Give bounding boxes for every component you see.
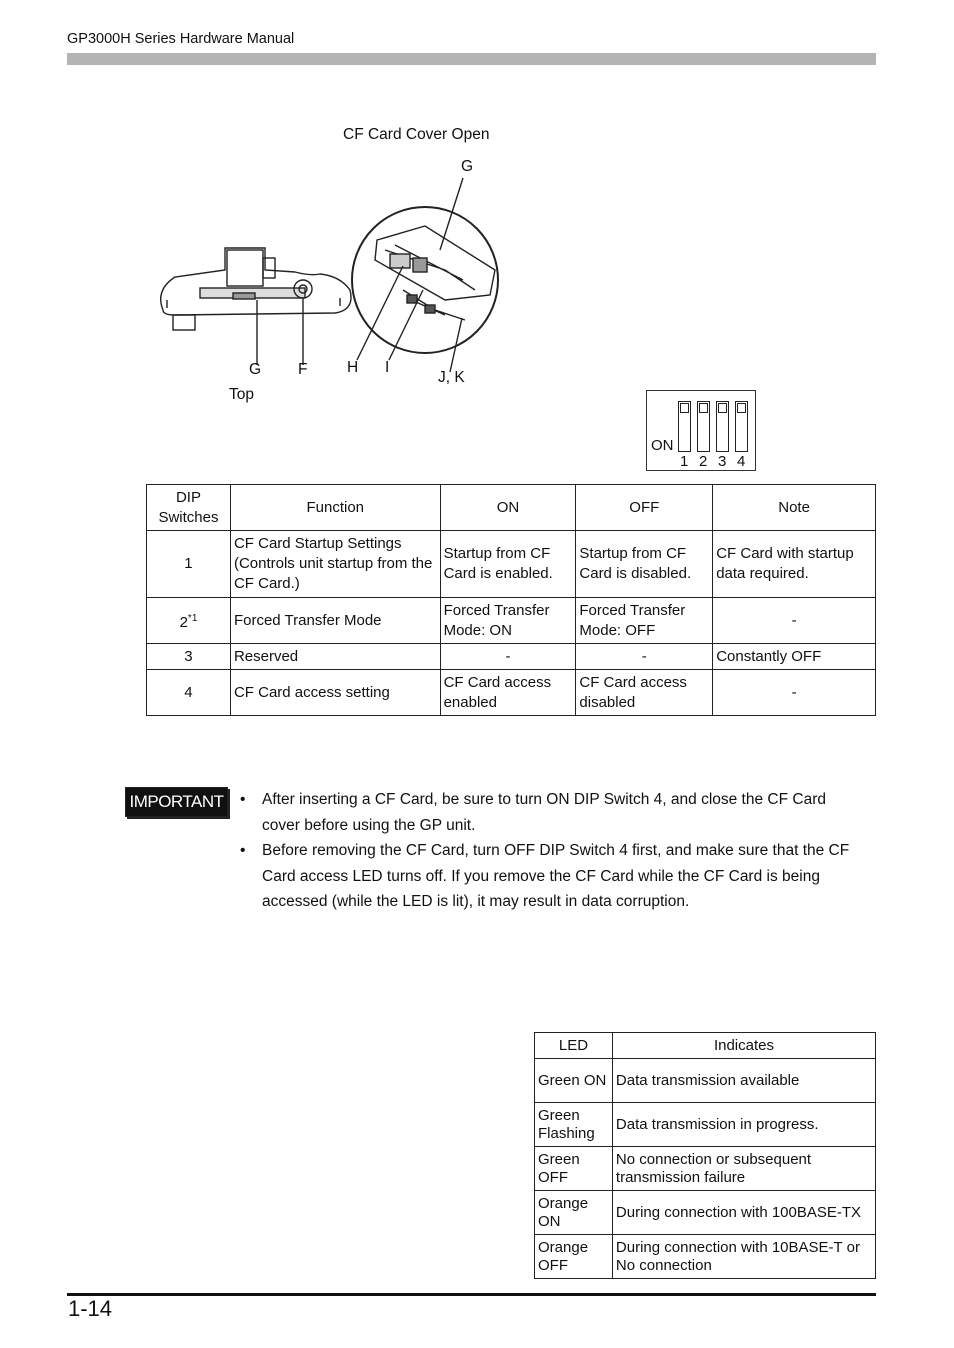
- table-row: [147, 670, 876, 716]
- switch-cell: 3: [147, 644, 231, 670]
- column-header: Function: [230, 485, 440, 531]
- led-cell: Green OFF: [535, 1147, 613, 1191]
- column-header: ON: [440, 485, 576, 531]
- off-cell: -: [576, 644, 713, 670]
- callout-g-top: G: [461, 158, 474, 175]
- indicates-cell: Data transmission available: [612, 1059, 875, 1103]
- note-cell: -: [713, 670, 876, 716]
- indicates-cell: Data transmission in progress.: [612, 1103, 875, 1147]
- callout-i: I: [385, 359, 390, 376]
- column-header: LED: [535, 1033, 613, 1059]
- on-cell: CF Card access enabled: [440, 670, 576, 716]
- led-cell: Orange ON: [535, 1191, 613, 1235]
- dip-number: 2: [699, 453, 708, 470]
- indicates-cell: No connection or subsequent transmission failure: [612, 1147, 875, 1191]
- bullet: •: [240, 842, 246, 859]
- off-cell: Startup from CF Card is disabled.: [576, 531, 713, 598]
- callout-jk: J, K: [438, 369, 465, 386]
- footnote-mark: *1: [187, 612, 198, 624]
- list-item: [240, 838, 860, 915]
- footer-rule: [67, 1293, 876, 1296]
- column-header: OFF: [576, 485, 713, 531]
- column-header: DIP Switches: [147, 485, 231, 531]
- led-indicator-table: [534, 1032, 876, 1279]
- table-row: [147, 644, 876, 670]
- table-row: [535, 1191, 876, 1235]
- off-cell: CF Card access disabled: [576, 670, 713, 716]
- table-row: [535, 1059, 876, 1103]
- dip-switch-3: [716, 401, 729, 452]
- switch-number: 2: [179, 613, 188, 631]
- function-cell: CF Card Startup Settings (Controls unit startup from the CF Card.): [230, 531, 440, 598]
- switch-cell: 1: [147, 531, 231, 598]
- bullet: •: [240, 791, 246, 808]
- led-cell: Green Flashing: [535, 1103, 613, 1147]
- off-cell: Forced Transfer Mode: OFF: [576, 598, 713, 644]
- figure-caption: CF Card Cover Open: [343, 126, 490, 143]
- indicates-cell: During connection with 100BASE-TX: [612, 1191, 875, 1235]
- indicates-cell: During connection with 10BASE-T or No connection: [612, 1235, 875, 1279]
- dip-switch-diagram: [646, 390, 756, 471]
- dip-on-label: ON: [651, 437, 674, 454]
- note-cell: -: [713, 598, 876, 644]
- led-cell: Green ON: [535, 1059, 613, 1103]
- dip-number: 4: [737, 453, 746, 470]
- dip-switch-1: [678, 401, 691, 452]
- column-header: Indicates: [612, 1033, 875, 1059]
- page-number: 1-14: [68, 1296, 113, 1321]
- table-row: [147, 598, 876, 644]
- dip-switch-4: [735, 401, 748, 452]
- dip-number: 3: [718, 453, 727, 470]
- on-cell: Startup from CF Card is enabled.: [440, 531, 576, 598]
- callout-g: G: [249, 361, 262, 378]
- important-notes: [240, 787, 860, 915]
- header-rule: [67, 53, 876, 65]
- note-text: After inserting a CF Card, be sure to turn ON DIP Switch 4, and close the CF Card cover before using the GP unit.: [262, 791, 826, 834]
- cf-card-cover-illustration: [145, 150, 525, 400]
- view-label-top: Top: [229, 386, 254, 403]
- table-row: [147, 531, 876, 598]
- table-row: [535, 1103, 876, 1147]
- on-cell: Forced Transfer Mode: ON: [440, 598, 576, 644]
- table-header-row: [147, 485, 876, 531]
- function-cell: CF Card access setting: [230, 670, 440, 716]
- led-cell: Orange OFF: [535, 1235, 613, 1279]
- list-item: [240, 787, 860, 838]
- function-cell: Reserved: [230, 644, 440, 670]
- column-header: Note: [713, 485, 876, 531]
- dip-number: 1: [680, 453, 689, 470]
- dip-switch-2: [697, 401, 710, 452]
- dip-switch-table: [146, 484, 876, 716]
- table-header-row: [535, 1033, 876, 1059]
- important-badge: IMPORTANT: [125, 787, 228, 817]
- switch-cell: [147, 598, 231, 644]
- on-cell: -: [440, 644, 576, 670]
- note-cell: Constantly OFF: [713, 644, 876, 670]
- function-cell: Forced Transfer Mode: [230, 598, 440, 644]
- callout-f: F: [298, 361, 308, 378]
- switch-cell: 4: [147, 670, 231, 716]
- table-row: [535, 1147, 876, 1191]
- note-cell: CF Card with startup data required.: [713, 531, 876, 598]
- manual-title: GP3000H Series Hardware Manual: [67, 31, 295, 47]
- note-text: Before removing the CF Card, turn OFF DIP Switch 4 first, and make sure that the CF Card access LED turns off. If you remove the CF Card while the CF Card is being accessed (while the LED is lit), it may result in data corruption.: [262, 842, 850, 910]
- callout-h: H: [347, 359, 359, 376]
- table-row: [535, 1235, 876, 1279]
